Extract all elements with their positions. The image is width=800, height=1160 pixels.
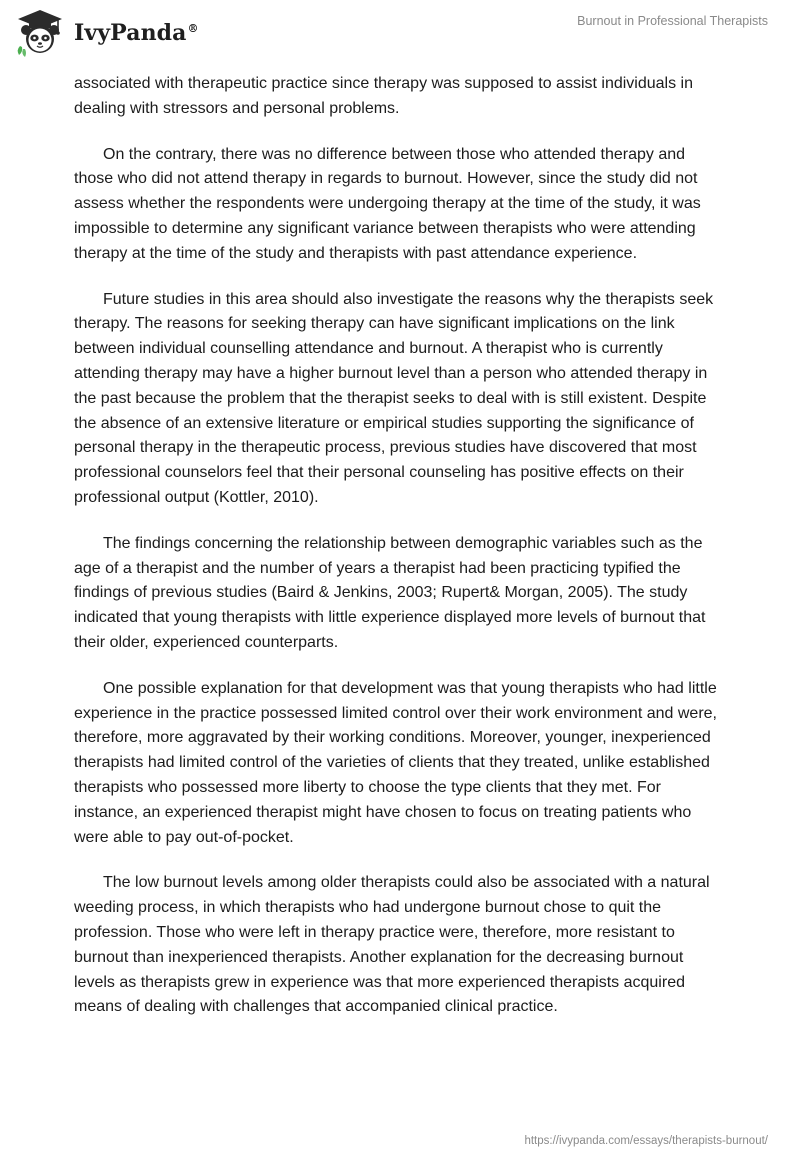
page-header [0, 0, 800, 70]
paragraph: Future studies in this area should also investigate the reasons why the therapists seek therapy. The reasons for seeking therapy can have significant implications on the link between individual counselling attendance and burnout. A therapist who is currently attending therapy may have a higher burnout level than a person who attended therapy in the past because the problem that the therapist seeks to deal with is still existent. Despite the absence of an extensive literature or empirical studies supporting the significance of personal therapy in the therapeutic process, previous studies have discovered that most professional counselors feel that their personal counseling has positive effects on their professional output (Kottler, 2010). [74, 290, 714, 506]
ivypanda-logo[interactable] [14, 8, 199, 58]
paragraph: On the contrary, there was no difference between those who attended therapy and those who did not attend therapy in regards to burnout. However, since the study did not assess whether the respondents were undergoing therapy at the time of the study, it was impossible to determine any significant variance between therapists who were attending therapy at the time of the study and therapists with past attendance experience. [74, 145, 701, 262]
registered-mark: ® [187, 21, 199, 35]
paragraph: One possible explanation for that development was that young therapists who had little experience in the practice possessed limited control over their work environment and were, therefore, more aggravated by their working conditions. Moreover, younger, inexperienced therapists had limited control of the varieties of clients that they treated, unlike established therapists who possessed more liberty to choose the type clients that they met. For instance, an experienced therapist might have chosen to focus on treating patients who were able to pay out-of-pocket. [74, 679, 717, 846]
paragraph: The findings concerning the relationship between demographic variables such as the age of a therapist and the number of years a therapist had been practicing typified the findings of previous studies (Baird & Jenkins, 2003; Rupert& Morgan, 2005). The study indicated that young therapists with little experience displayed more levels of burnout that their older, experienced counterparts. [74, 534, 706, 651]
source-url[interactable]: https://ivypanda.com/essays/therapists-burnout/ [524, 1135, 768, 1147]
paragraph: The low burnout levels among older therapists could also be associated with a natural weeding process, in which therapists who had undergone burnout chose to quit the profession. Those who were left in therapy practice were, therefore, more resistant to burnout than inexperienced therapists. Another explanation for the decreasing burnout levels as therapists grew in experience was that more experienced therapists acquired means of dealing with challenges that accompanied clinical practice. [74, 874, 710, 1016]
brand-name: IvyPanda® [74, 20, 199, 46]
document-title: Burnout in Professional Therapists [577, 14, 768, 28]
panda-graduate-icon [14, 8, 66, 58]
essay-body [74, 72, 726, 1041]
paragraph-continuation: associated with therapeutic practice since therapy was supposed to assist individuals in dealing with stressors and personal problems. [74, 75, 693, 117]
